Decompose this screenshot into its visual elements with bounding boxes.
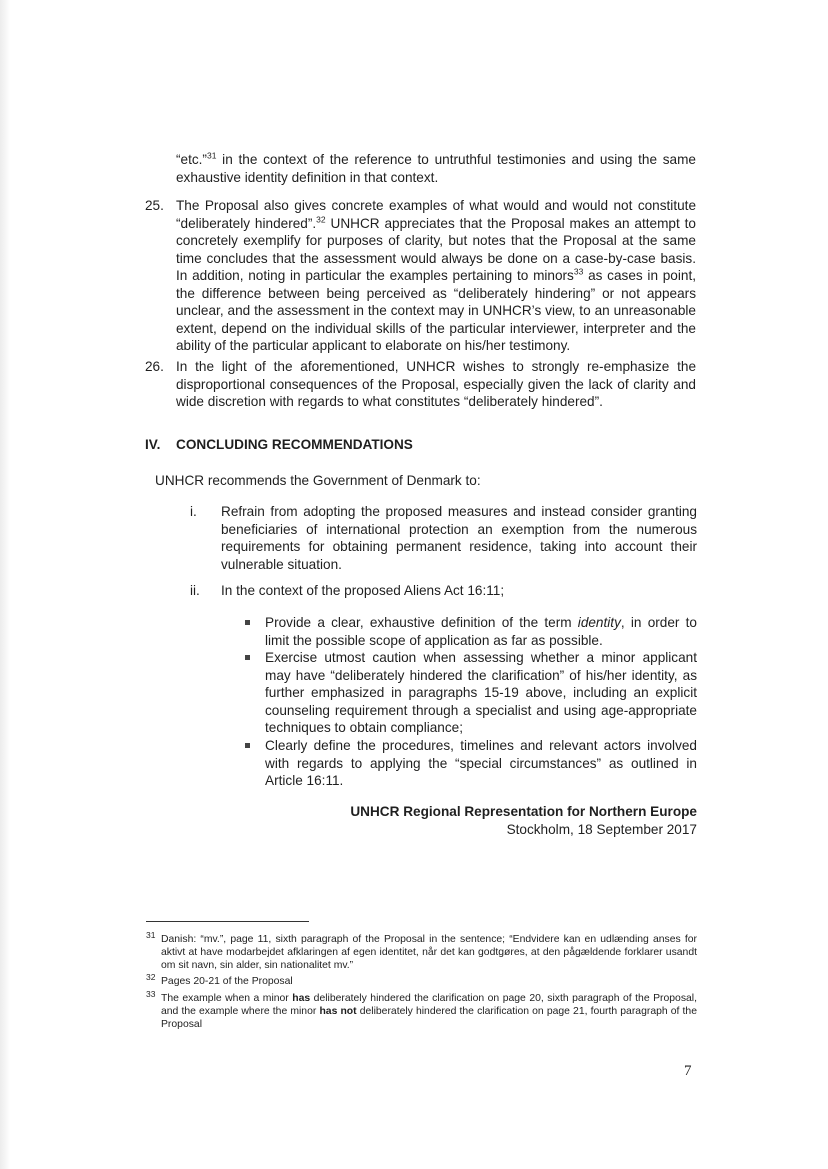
paragraph-25 bbox=[176, 197, 696, 355]
footnote-33-number: 33 bbox=[146, 989, 156, 999]
bullet-1-text-end: , in order to limit the possible scope of application as far as possible. bbox=[265, 615, 697, 648]
footnote-33-bold-2: has not bbox=[319, 1006, 357, 1017]
footnote-32-number: 32 bbox=[146, 972, 156, 982]
bullet-1-text-start: Provide a clear, exhaustive definition of the term bbox=[265, 615, 578, 630]
footnote-ref-32[interactable]: 32 bbox=[316, 213, 326, 224]
section-title: CONCLUDING RECOMMENDATIONS bbox=[176, 437, 413, 452]
paragraph-25-number: 25. bbox=[145, 198, 164, 213]
bullet-item-2: Exercise utmost caution when assessing whether a minor applicant may have “deliberately hindered the clarification” of his/her identity, as further emphasized in paragraphs 15-19 above, including an explicit counseling requirement through a specialist and using age-appropriate techniques to obtain compliance; bbox=[265, 650, 697, 735]
bullet-item-3: Clearly define the procedures, timelines and relevant actors involved with regards to applying the “special circumstances” as outlined in Article 16:11. bbox=[265, 738, 697, 788]
p25-text-1: The Proposal also gives concrete examples of what would and would not constitute “deliberately hindered”. bbox=[176, 198, 696, 231]
paragraph-26-number: 26. bbox=[145, 359, 164, 374]
signature-place-date: Stockholm, 18 September 2017 bbox=[506, 821, 697, 837]
section-number: IV. bbox=[145, 437, 161, 452]
bullet-item-1 bbox=[265, 614, 697, 649]
list-item-ii-text: In the context of the proposed Aliens Act 16:11; bbox=[221, 583, 505, 598]
footnote-33-part-a: The example when a minor bbox=[161, 993, 293, 1004]
footnote-ref-33[interactable]: 33 bbox=[573, 266, 584, 277]
footnote-ref-31[interactable]: 31 bbox=[206, 150, 217, 161]
bullet-square-icon bbox=[245, 743, 250, 748]
page-number: 7 bbox=[684, 1063, 692, 1079]
list-item-i-marker: i. bbox=[190, 504, 197, 519]
paragraph-24-continuation bbox=[176, 151, 696, 186]
footnote-31-text: Danish: “mv.”, page 11, sixth paragraph of the Proposal in the sentence; “Endvidere kan en udlænding anses for aktivt at have modarbejdet afklaringen af egen identitet, når det kan godtgøres, at den pågældende forklarer usandt om sit navn, sin alder, sin nationalitet mv.” bbox=[161, 934, 697, 971]
paragraph-26: In the light of the aforementioned, UNHCR wishes to strongly re-emphasize the disproportional consequences of the Proposal, especially given the lack of clarity and wide discretion with regards to what constitutes “deliberately hindered”. bbox=[176, 359, 696, 409]
signature-block bbox=[296, 803, 697, 838]
p25-text-3: as cases in point, the difference between being perceived as “deliberately hindering” or not appears unclear, and the assessment in the context may in UNHCR’s view, to an unreasonable extent, depend on the individual skills of the particular interviewer, interpreter and the ability of the particular applicant to elaborate on his/her testimony. bbox=[176, 268, 697, 353]
recommendations-intro: UNHCR recommends the Government of Denmark to: bbox=[155, 473, 481, 488]
footnote-33-part-d: deliberately hindered the clarification on page 21, fourth paragraph of the Proposal bbox=[161, 1006, 697, 1030]
p25-text-2: UNHCR appreciates that the Proposal makes an attempt to concretely exemplify for purposes of clarity, but notes that the Proposal at the same time concludes that the assessment would always be done on a case-by-case basis. In addition, noting in particular the examples pertaining to minors bbox=[176, 215, 696, 283]
footnote-33-text bbox=[161, 992, 697, 1031]
p24-text-start: “etc.” bbox=[176, 152, 207, 167]
footnote-separator bbox=[146, 921, 309, 922]
bullet-square-icon bbox=[245, 620, 250, 625]
footnote-31-number: 31 bbox=[146, 930, 156, 940]
list-item-i-text: Refrain from adopting the proposed measures and instead consider granting beneficiaries of international protection an exemption from the numerous requirements for obtaining permanent residence, taking into account their vulnerable situation. bbox=[221, 504, 697, 572]
bullet-1-emphasis: identity bbox=[577, 615, 621, 630]
list-item-ii-marker: ii. bbox=[190, 583, 200, 598]
footnote-32-text: Pages 20-21 of the Proposal bbox=[161, 976, 293, 987]
footnote-33-part-c: deliberately hindered the clarification on page 20, sixth paragraph of the Proposal, and the example where the minor bbox=[161, 993, 697, 1017]
bullet-square-icon bbox=[245, 655, 250, 660]
scan-edge-shadow bbox=[0, 0, 10, 1169]
footnote-33-bold-1: has bbox=[292, 993, 311, 1004]
signature-organization: UNHCR Regional Representation for Northern Europe bbox=[350, 804, 697, 819]
p24-text-end: in the context of the reference to untruthful testimonies and using the same exhaustive identity definition in that context. bbox=[176, 152, 696, 185]
